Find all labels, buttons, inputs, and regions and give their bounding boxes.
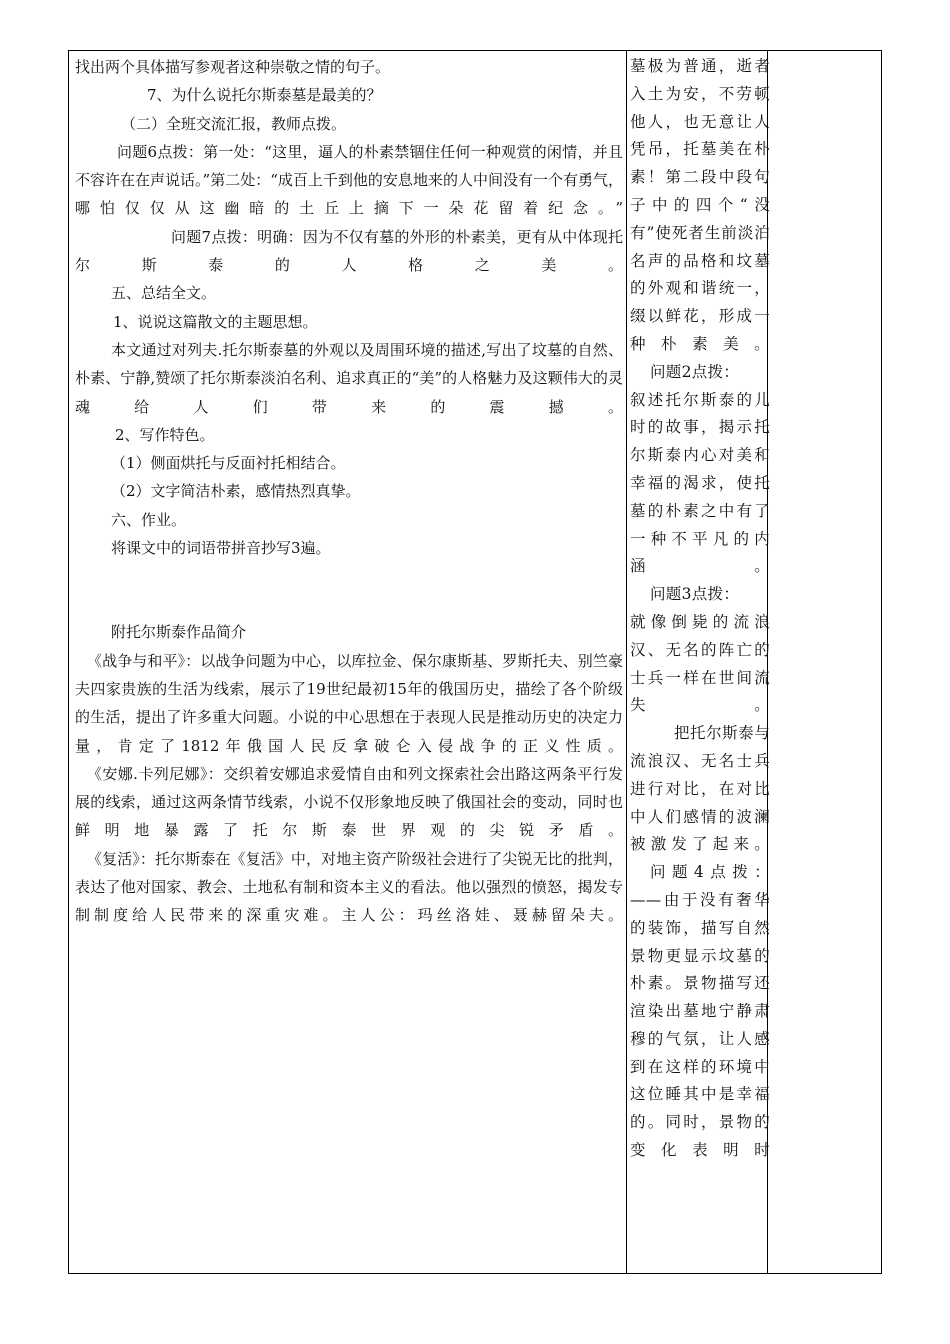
theme-summary: 本文通过对列夫.托尔斯泰墓的外观以及周围环境的描述,写出了坟墓的自然、朴素、宁静,赞颂了托尔斯泰淡泊名利、追求真正的“美”的人格魅力及这颗伟大的灵魂给人们带来的震撼。 bbox=[75, 340, 623, 416]
work-war-and-peace: 《战争与和平》：以战争问题为中心，以库拉金、保尔康斯基、罗斯托夫、别竺豪夫四家贵族的生活为线索，展示了19世纪最初15年的俄国历史，描绘了各个阶级的生活，提出了许多重大问题。小说的中心思想在于表现人民是推动历史的决定力量，肯定了1812年俄国人民反拿破仑入侵战争的正义性质。 bbox=[75, 651, 623, 755]
column-divider bbox=[626, 51, 627, 1273]
subsection-heading: 1、说说这篇散文的主题思想。 bbox=[113, 312, 318, 331]
work-anna-karenina: 《安娜.卡列尼娜》：交织着安娜追求爱情自由和列文探索社会出路这两条平行发展的线索，通过这两条情节线索，小说不仅形象地反映了俄国社会的变动，同时也鲜明地暴露了托尔斯泰世界观的尖锐矛盾。 bbox=[75, 764, 623, 840]
main-text-cell bbox=[75, 53, 623, 930]
appendix-heading: 附托尔斯泰作品简介 bbox=[111, 623, 247, 642]
question-7-answer: 问题7点拨：明确：因为不仅有墓的外形的朴素美，更有从中体现托尔斯泰的人格之美。 bbox=[75, 227, 623, 275]
note-text: 就像倒毙的流浪汉、无名的阵亡的士兵一样在世间流失。 bbox=[630, 612, 770, 715]
note-heading: 问题2点拨： bbox=[650, 362, 740, 381]
section-heading: （二）全班交流汇报，教师点拨。 bbox=[121, 114, 347, 133]
question-6-prompt: 找出两个具体描写参观者这种崇敬之情的句子。 bbox=[75, 58, 391, 76]
note-text: 把托尔斯泰与流浪汉、无名士兵进行对比，在对比中人们感情的波澜被激发了起来。 bbox=[630, 724, 770, 854]
homework-text: 将课文中的词语带拼音抄写3遍。 bbox=[111, 539, 331, 558]
notes-cell bbox=[630, 53, 770, 1165]
note-heading: 问题3点拨： bbox=[650, 585, 740, 604]
question-7: 7、为什么说托尔斯泰墓是最美的？ bbox=[147, 86, 382, 105]
note-text: 墓极为普通，逝者入土为安，不劳顿他人，也无意让人凭吊，托墓美在朴素！第二段中段句子中的四个“没有”使死者生前淡泊名声的品格和坟墓的外观和谐统一，缀以鲜花，形成一种朴素美。 bbox=[630, 57, 770, 353]
section-heading: 六、作业。 bbox=[111, 510, 187, 529]
lesson-table bbox=[68, 50, 882, 1274]
feature-item: （1）侧面烘托与反面衬托相结合。 bbox=[111, 454, 346, 473]
note-text: ——由于没有奢华的装饰，描写自然景物更显示坟墓的朴素。景物描写还渲染出墓地宁静肃穆的气氛，让人感到在这样的环境中这位睡其中是幸福的。同时，景物的变化表明时 bbox=[630, 890, 770, 1160]
work-resurrection: 《复活》：托尔斯泰在《复活》中，对地主资产阶级社会进行了尖锐无比的批判，表达了他对国家、教会、土地私有制和资本主义的看法。他以强烈的愤怒，揭发专制制度给人民带来的深重灾难。主人公：玛丝洛娃、聂赫留朵夫。 bbox=[75, 849, 623, 925]
note-heading: 问题4点拨： bbox=[650, 863, 770, 882]
subsection-heading: 2、写作特色。 bbox=[115, 425, 215, 444]
feature-item: （2）文字简洁朴素，感情热烈真挚。 bbox=[111, 482, 361, 501]
note-text: 叙述托尔斯泰的儿时的故事，揭示托尔斯泰内心对美和幸福的渴求，使托墓的朴素之中有了一种不平凡的内涵。 bbox=[630, 390, 770, 576]
question-6-answer: 问题6点拨：第一处：“这里，逼人的朴素禁锢住任何一种观赏的闲情，并且不容许在在声说话。”第二处：“成百上千到他的安息地来的人中间没有一个有勇气，哪怕仅仅从这幽暗的土丘上摘下一朵花留着纪念。” bbox=[75, 142, 623, 218]
section-heading: 五、总结全文。 bbox=[111, 284, 217, 303]
